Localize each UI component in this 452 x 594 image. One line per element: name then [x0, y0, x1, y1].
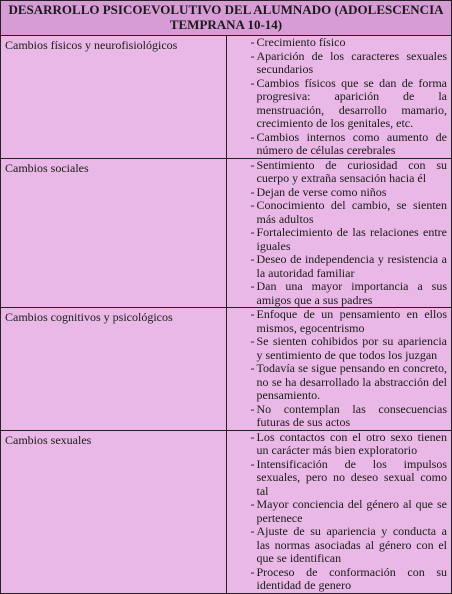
list-item: - Enfoque de un pensamiento en ellos mismos, egocentrismo: [233, 308, 448, 335]
dash-bullet: [233, 335, 257, 362]
dash-bullet: [233, 308, 257, 335]
list-item: - Mayor conciencia del género al que se pertenece: [233, 498, 448, 525]
items-cell: [226, 36, 452, 159]
list-item: - Sentimiento de curiosidad con su cuerpo y extraña sensación hacia él: [233, 159, 448, 186]
dash-bullet: [233, 186, 257, 200]
table-row: [1, 430, 452, 593]
dash-bullet: [233, 525, 257, 566]
dash-bullet: [233, 36, 257, 50]
list-item: - Dejan de verse como niños: [233, 186, 448, 200]
dash-bullet: [233, 431, 257, 458]
list-item: - Todavía se sigue pensando en concreto, no se ha desarrollado la abstracción del pensamiento.: [233, 362, 448, 403]
list-item: - Cambios físicos que se dan de forma progresiva: aparición de la menstruación, desarrollo mamario, crecimiento de los genitales, etc.: [233, 77, 448, 131]
table-title: DESARROLLO PSICOEVOLUTIVO DEL ALUMNADO (ADOLESCENCIA TEMPRANA 10-14): [1, 1, 452, 36]
dash-bullet: [233, 253, 257, 280]
category-cell: [1, 36, 227, 159]
dash-bullet: [233, 199, 257, 226]
category-cell: [1, 430, 227, 593]
dash-bullet: [233, 226, 257, 253]
category-label: Cambios cognitivos y psicológicos: [5, 310, 173, 324]
dash-bullet: [233, 77, 257, 131]
dash-bullet: [233, 131, 257, 158]
items-cell: [226, 308, 452, 431]
list-item: - No contemplan las consecuencias futuras de sus actos: [233, 403, 448, 430]
dash-bullet: [233, 362, 257, 403]
title-row: [1, 1, 452, 36]
table-row: [1, 308, 452, 431]
list-item: - Aparición de los caracteres sexuales secundarios: [233, 50, 448, 77]
dash-bullet: [233, 403, 257, 430]
list-item: - Conocimiento del cambio, se sienten más adultos: [233, 199, 448, 226]
dash-bullet: [233, 50, 257, 77]
dash-bullet: [233, 280, 257, 307]
category-label: Cambios sociales: [5, 160, 89, 175]
list-item: - Crecimiento físico: [233, 36, 448, 50]
list-item: - Dan una mayor importancia a sus amigos que a sus padres: [233, 280, 448, 307]
list-item: - Los contactos con el otro sexo tienen un carácter más bien exploratorio: [233, 431, 448, 458]
list-item: - Se sienten cohibidos por su apariencia y sentimiento de que todos los juzgan: [233, 335, 448, 362]
list-item: - Ajuste de su apariencia y conducta a las normas asociadas al género con el que se identifican: [233, 525, 448, 566]
dash-bullet: [233, 458, 257, 499]
category-cell: [1, 158, 227, 308]
category-cell: [1, 308, 227, 431]
dash-bullet: [233, 159, 257, 186]
list-item: - Cambios internos como aumento de número de células cerebrales: [233, 131, 448, 158]
items-cell: [226, 430, 452, 593]
items-cell: [226, 158, 452, 308]
category-label: Cambios físicos y neurofisiológicos: [5, 38, 178, 52]
dash-bullet: [233, 566, 257, 593]
category-label: Cambios sexuales: [5, 432, 92, 447]
list-item: - Deseo de independencia y resistencia a la autoridad familiar: [233, 253, 448, 280]
table-row: [1, 36, 452, 159]
dash-bullet: [233, 498, 257, 525]
list-item: - Intensificación de los impulsos sexuales, pero no deseo sexual como tal: [233, 458, 448, 499]
list-item: - Proceso de conformación con su identidad de genero: [233, 566, 448, 593]
table-row: [1, 158, 452, 308]
list-item: - Fortalecimiento de las relaciones entre iguales: [233, 226, 448, 253]
